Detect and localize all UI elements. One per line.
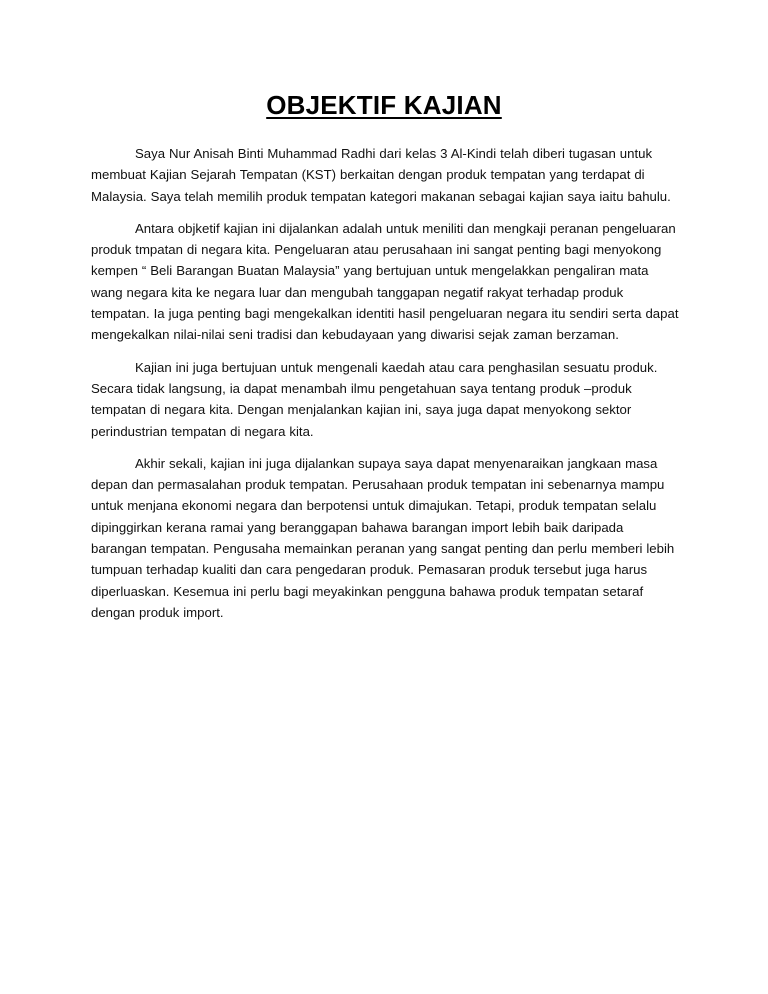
document-body [91,143,681,634]
paragraph-introduction: Saya Nur Anisah Binti Muhammad Radhi dari kelas 3 Al-Kindi telah diberi tugasan untuk membuat Kajian Sejarah Tempatan (KST) berkaitan dengan produk tempatan yang terdapat di Malaysia. Saya telah memilih produk tempatan kategori makanan sebagai kajian saya iaitu bahulu. [91,146,671,204]
page-title [0,88,768,122]
page-title-text: OBJEKTIF KAJIAN [266,90,502,120]
paragraph-production-method: Kajian ini juga bertujuan untuk mengenali kaedah atau cara penghasilan sesuatu produk. Secara tidak langsung, ia dapat menambah ilmu pengetahuan saya tentang produk –produk tempatan di negara kita. Dengan menjalankan kajian ini, saya juga dapat menyokong sektor perindustrian tempatan di negara kita. [91,359,658,439]
paragraph-objective: Antara objketif kajian ini dijalankan adalah untuk meniliti dan mengkaji peranan pengeluaran produk tmpatan di negara kita. Pengeluaran atau perusahaan ini sangat penting bagi menyokong kempen “ Beli Barangan Buatan Malaysia” yang bertujuan untuk mengelakkan pengaliran mata wang negara kita ke negara luar dan mengubah tanggapan negatif rakyat terhadap produk tempatan. Ia juga penting bagi mengekalkan identiti hasil pengeluaran negara itu sendiri serta dapat mengekalkan nilai-nilai seni tradisi dan kebudayaan yang diwarisi sejak zaman berzaman. [91,220,679,343]
paragraph-conclusion: Akhir sekali, kajian ini juga dijalankan supaya saya dapat menyenaraikan jangkaan masa depan dan permasalahan produk tempatan. Perusahaan produk tempatan ini sebenarnya mampu untuk menjana ekonomi negara dan berpotensi untuk dimajukan. Tetapi, produk tempatan selalu dipinggirkan kerana ramai yang beranggapan bahawa barangan import lebih baik daripada barangan tempatan. Pengusaha memainkan peranan yang sangat penting dan perlu memberi lebih tumpuan terhadap kualiti dan cara pengedaran produk. Pemasaran produk tersebut juga harus diperluaskan. Kesemua ini perlu bagi meyakinkan pengguna bahawa produk tempatan setaraf dengan produk import. [91,455,675,620]
